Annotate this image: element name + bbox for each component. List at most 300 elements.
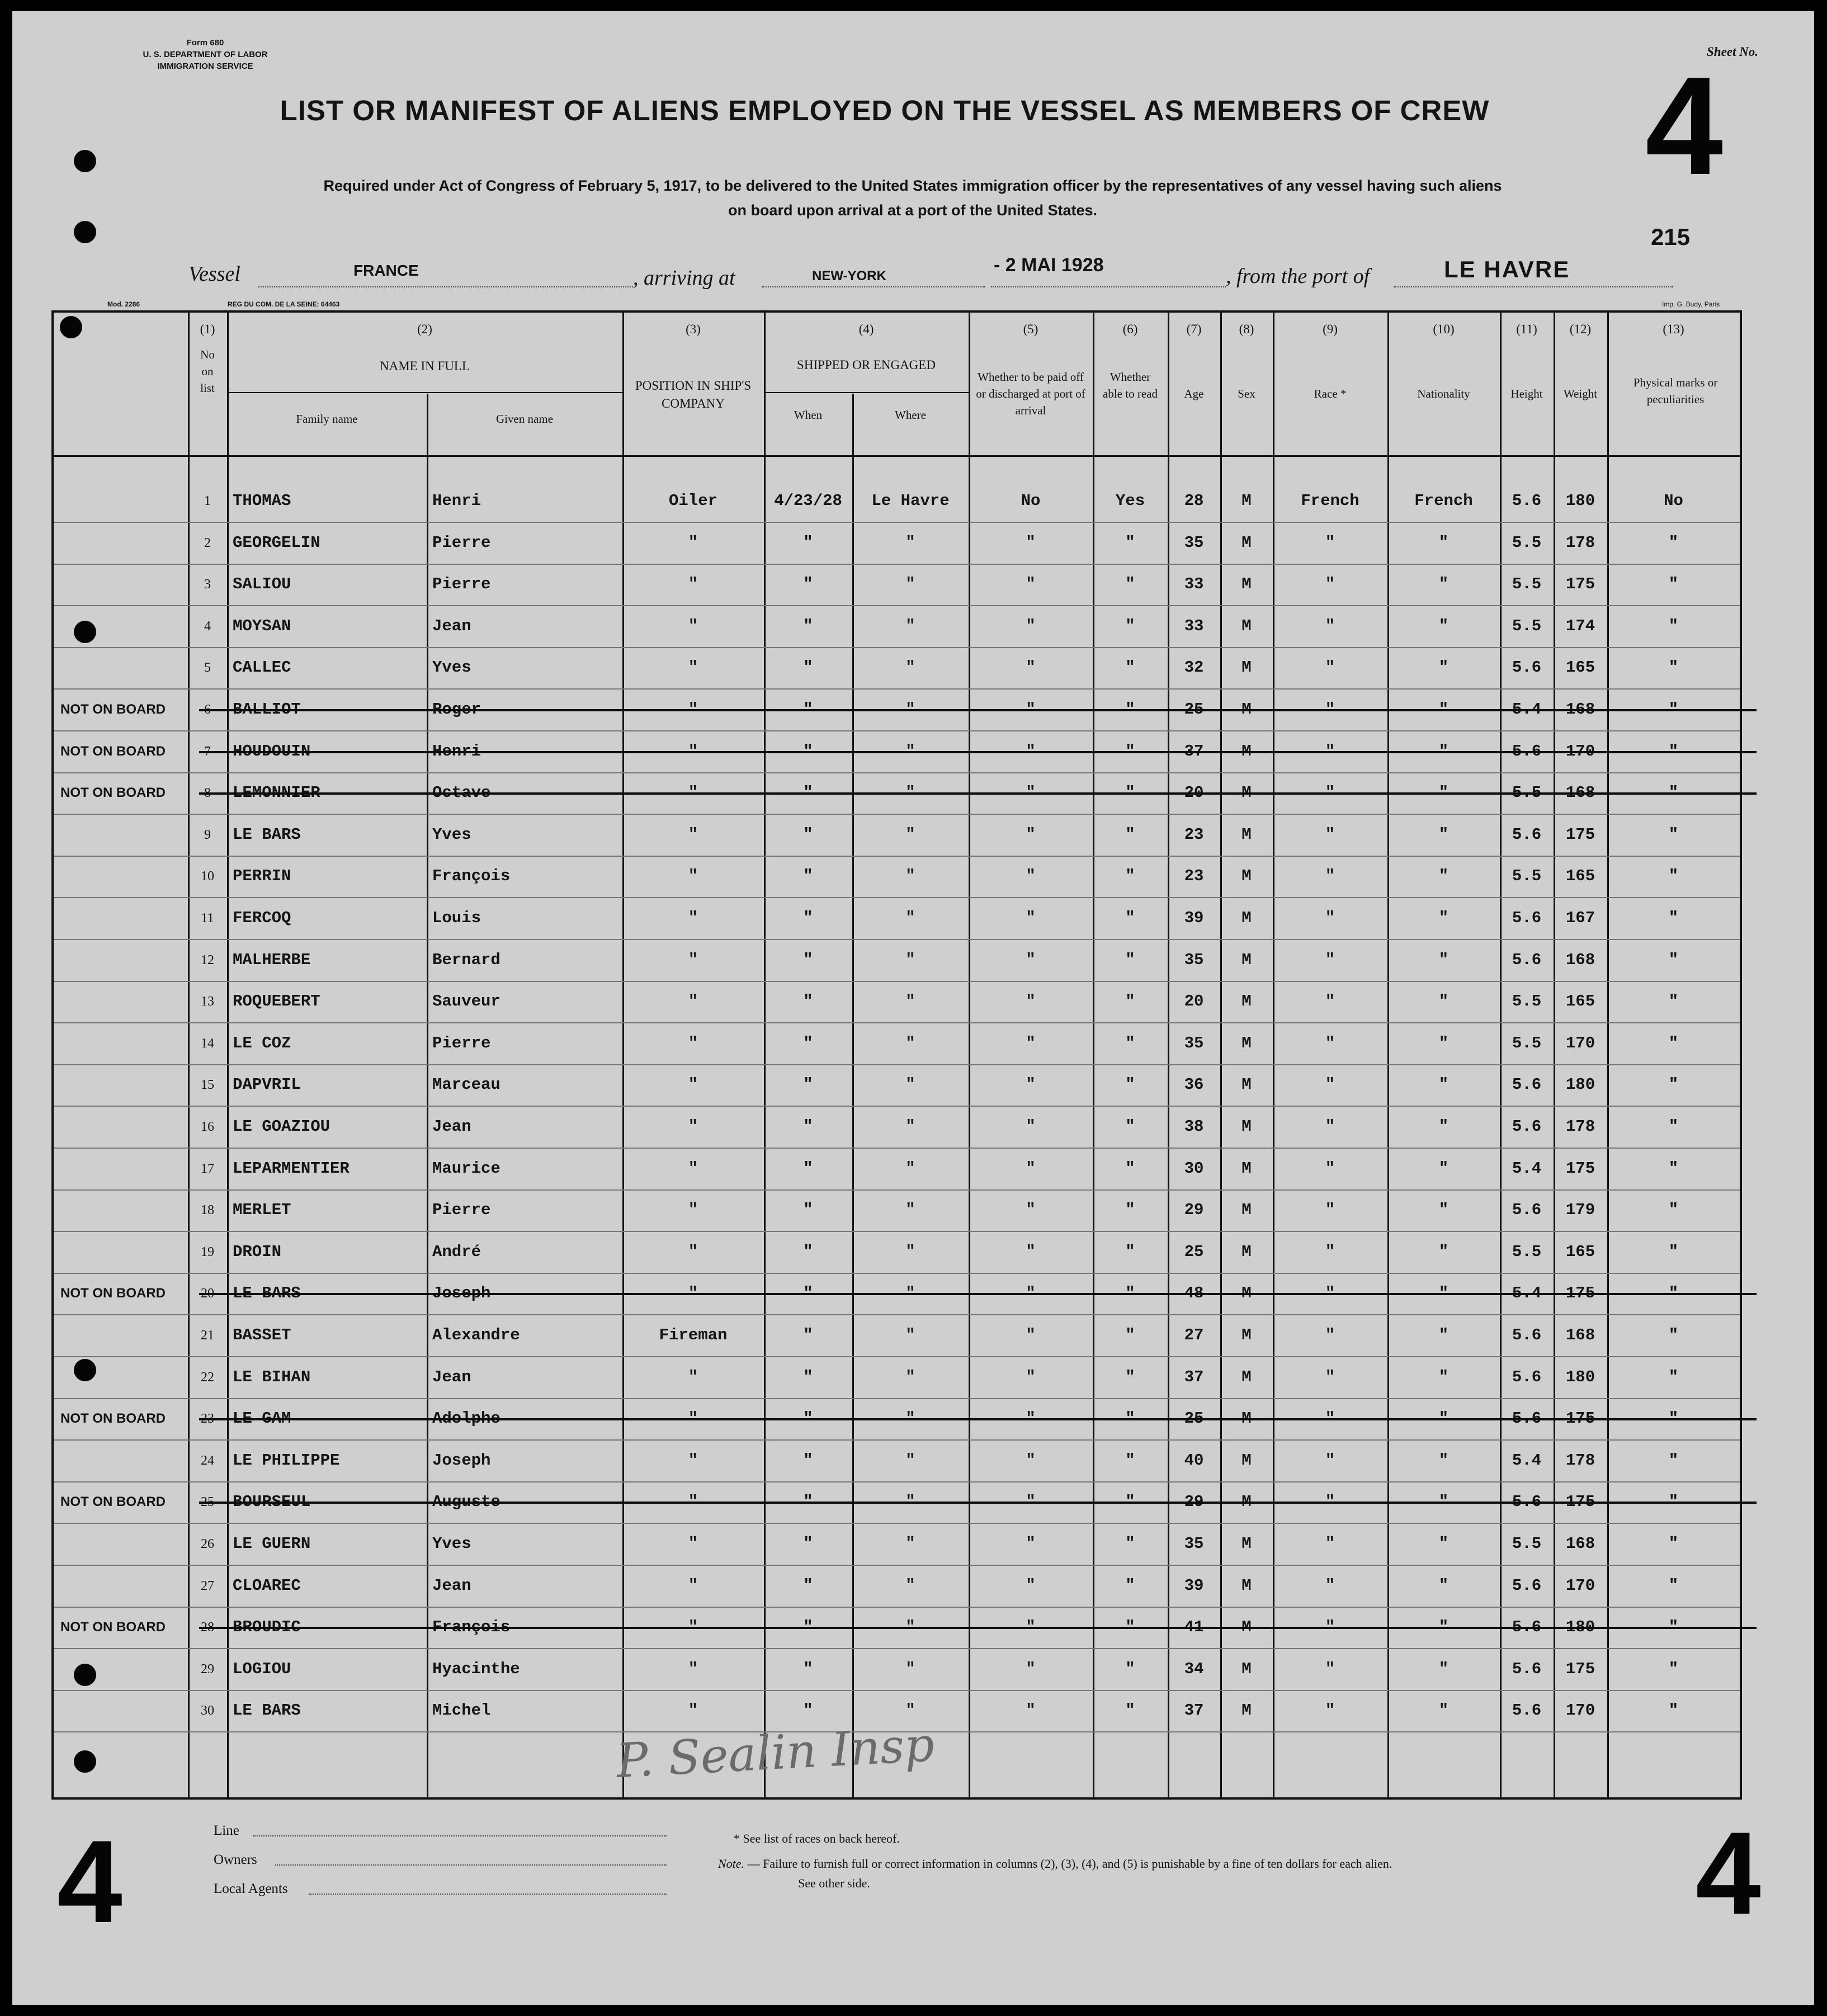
position-cell: " (688, 616, 698, 635)
age-cell: 33 (1184, 575, 1204, 594)
physical-marks-cell: " (1668, 1326, 1679, 1344)
race-cell: " (1325, 1075, 1335, 1094)
row-number-cell: 10 (201, 869, 214, 884)
family-name-cell: LEPARMENTIER (233, 1159, 350, 1178)
age-cell: 35 (1184, 533, 1204, 552)
physical-marks-cell: " (1668, 616, 1679, 635)
shipped-where-cell: " (905, 1075, 915, 1094)
height-cell: 5.6 (1512, 1201, 1542, 1220)
nationality-cell: " (1438, 992, 1449, 1011)
physical-marks-cell: " (1668, 1242, 1679, 1261)
height-cell: 5.6 (1512, 1075, 1542, 1094)
position-cell: " (688, 909, 698, 927)
weight-cell: 168 (1565, 1326, 1595, 1344)
height-cell: 5.6 (1512, 1367, 1542, 1386)
height-cell: 5.6 (1512, 1409, 1542, 1428)
nationality-cell: " (1438, 1075, 1449, 1094)
header-col13-number: (13) (1663, 322, 1684, 336)
nationality-cell: " (1438, 1493, 1449, 1512)
able-to-read-cell: " (1125, 1576, 1135, 1595)
subtitle-line-1: Required under Act of Congress of February 5, 1917, to be delivered to the United States immigration officer by the representatives of any vessel having such aliens (323, 177, 1502, 194)
weight-cell: 178 (1565, 1117, 1595, 1136)
sex-cell: M (1241, 867, 1252, 886)
shipped-where-cell: " (905, 1033, 915, 1052)
nationality-cell: " (1438, 658, 1449, 677)
age-cell: 36 (1184, 1075, 1204, 1094)
form-number: Form 680 (186, 38, 224, 48)
header-age: Age (1184, 387, 1204, 400)
sex-cell: M (1241, 1367, 1252, 1386)
from-port-underline (1394, 286, 1673, 287)
age-cell: 37 (1184, 742, 1204, 761)
race-cell: " (1325, 1033, 1335, 1052)
race-cell: " (1325, 783, 1335, 802)
weight-cell: 180 (1565, 1075, 1595, 1094)
row-number-cell: 30 (201, 1703, 214, 1718)
nationality-cell: " (1438, 1659, 1449, 1678)
subtitle-line-2: on board upon arrival at a port of the United States. (728, 202, 1098, 219)
sex-cell: M (1241, 1033, 1252, 1052)
shipped-where-cell: " (905, 533, 915, 552)
physical-marks-cell: " (1668, 1201, 1679, 1220)
table-row (54, 1565, 1740, 1608)
sex-cell: M (1241, 1159, 1252, 1178)
weight-cell: 178 (1565, 1451, 1595, 1470)
header-race: Race * (1314, 387, 1347, 400)
position-cell: " (688, 825, 698, 844)
line-underline (253, 1835, 667, 1836)
paid-off-cell: " (1026, 1367, 1036, 1386)
age-cell: 35 (1184, 950, 1204, 969)
shipped-where-cell: " (905, 700, 915, 719)
department-name: U. S. DEPARTMENT OF LABOR (143, 50, 268, 59)
shipped-when-cell: " (803, 783, 813, 802)
age-cell: 30 (1184, 1159, 1204, 1178)
subheader-rule (764, 392, 969, 393)
given-name-cell: Louis (432, 909, 481, 927)
family-name-cell: MOYSAN (233, 616, 291, 635)
paid-off-cell: " (1026, 1535, 1036, 1553)
height-cell: 5.6 (1512, 950, 1542, 969)
arriving-underline (762, 286, 985, 287)
sex-cell: M (1241, 1117, 1252, 1136)
paid-off-cell: " (1026, 1075, 1036, 1094)
able-to-read-cell: " (1125, 867, 1135, 886)
given-name-cell: Jean (432, 1576, 471, 1595)
race-cell: " (1325, 1701, 1335, 1720)
shipped-where-cell: " (905, 1201, 915, 1220)
given-name-cell: Auguste (432, 1493, 501, 1512)
sheet-label: Sheet No. (1707, 45, 1758, 59)
family-name-cell: BOURSEUL (233, 1493, 311, 1512)
shipped-when-cell: " (803, 1159, 813, 1178)
given-name-cell: Bernard (432, 950, 501, 969)
given-name-cell: Pierre (432, 575, 491, 594)
header-col5-label: Whether to be paid off or discharged at port of arrival (976, 370, 1085, 417)
position-cell: " (688, 1535, 698, 1553)
sex-cell: M (1241, 1576, 1252, 1595)
header-col7-number: (7) (1186, 322, 1202, 336)
weight-cell: 168 (1565, 1535, 1595, 1553)
family-name-cell: FERCOQ (233, 909, 291, 927)
physical-marks-cell: " (1668, 1701, 1679, 1720)
physical-marks-cell: " (1668, 533, 1679, 552)
position-cell: " (688, 1576, 698, 1595)
position-cell: " (688, 700, 698, 719)
nationality-cell: " (1438, 1367, 1449, 1386)
able-to-read-cell: " (1125, 1701, 1135, 1720)
position-cell: " (688, 1284, 698, 1303)
family-name-cell: LE COZ (233, 1033, 291, 1052)
header-col10-number: (10) (1433, 322, 1455, 336)
height-cell: 5.6 (1512, 492, 1542, 510)
header-where: Where (895, 408, 926, 422)
given-name-cell: Joseph (432, 1284, 491, 1303)
crew-table (51, 310, 1742, 1800)
position-cell: Fireman (659, 1326, 728, 1344)
shipped-when-cell: " (803, 1117, 813, 1136)
position-cell: Oiler (668, 492, 717, 510)
race-cell: " (1325, 575, 1335, 594)
table-row (54, 939, 1740, 982)
shipped-where-cell: Le Havre (871, 492, 950, 510)
shipped-where-cell: " (905, 1284, 915, 1303)
shipped-where-cell: " (905, 575, 915, 594)
nationality-cell: " (1438, 1451, 1449, 1470)
family-name-cell: MERLET (233, 1201, 291, 1220)
table-row (54, 1231, 1740, 1274)
physical-marks-cell: " (1668, 1075, 1679, 1094)
able-to-read-cell: " (1125, 783, 1135, 802)
header-col6-number: (6) (1122, 322, 1138, 336)
race-cell: " (1325, 950, 1335, 969)
header-physical-marks: Physical marks or peculiarities (1633, 376, 1718, 406)
shipped-where-cell: " (905, 992, 915, 1011)
height-cell: 5.6 (1512, 1659, 1542, 1678)
weight-cell: 175 (1565, 1409, 1595, 1428)
table-row (54, 564, 1740, 606)
shipped-where-cell: " (905, 1493, 915, 1512)
family-name-cell: LE BARS (233, 1701, 301, 1720)
given-name-cell: Roger (432, 700, 481, 719)
shipped-where-cell: " (905, 1659, 915, 1678)
family-name-cell: PERRIN (233, 867, 291, 886)
given-name-cell: Henri (432, 742, 481, 761)
family-name-cell: LE BARS (233, 825, 301, 844)
weight-cell: 170 (1565, 1576, 1595, 1595)
height-cell: 5.5 (1512, 992, 1542, 1011)
sex-cell: M (1241, 700, 1252, 719)
physical-marks-cell: " (1668, 1493, 1679, 1512)
header-nationality: Nationality (1417, 387, 1470, 400)
position-cell: " (688, 1033, 698, 1052)
inspector-signature: P. Sealin Insp (615, 1717, 936, 1788)
race-cell: " (1325, 1201, 1335, 1220)
height-cell: 5.4 (1512, 700, 1542, 719)
shipped-when-cell: " (803, 1326, 813, 1344)
family-name-cell: DROIN (233, 1242, 282, 1261)
given-name-cell: François (432, 1618, 511, 1637)
able-to-read-cell: " (1125, 700, 1135, 719)
able-to-read-cell: " (1125, 1659, 1135, 1678)
able-to-read-cell: " (1125, 1451, 1135, 1470)
mod-number: Mod. 2286 (107, 300, 140, 308)
age-cell: 25 (1184, 700, 1204, 719)
nationality-cell: " (1438, 867, 1449, 886)
height-cell: 5.5 (1512, 616, 1542, 635)
local-agents-label: Local Agents (214, 1881, 288, 1896)
row-number-cell: 14 (201, 1036, 214, 1051)
shipped-where-cell: " (905, 1117, 915, 1136)
nationality-cell: " (1438, 1284, 1449, 1303)
header-given-name: Given name (495, 412, 554, 426)
race-cell: " (1325, 533, 1335, 552)
given-name-cell: Jean (432, 616, 471, 635)
physical-marks-cell: No (1664, 492, 1683, 510)
age-cell: 20 (1184, 992, 1204, 1011)
weight-cell: 168 (1565, 700, 1595, 719)
height-cell: 5.5 (1512, 1535, 1542, 1553)
header-family-name: Family name (296, 412, 358, 426)
shipped-when-cell: " (803, 1367, 813, 1386)
paid-off-cell: " (1026, 700, 1036, 719)
row-number-cell: 18 (201, 1203, 214, 1218)
owners-underline (275, 1864, 667, 1866)
weight-cell: 180 (1565, 1618, 1595, 1637)
height-cell: 5.6 (1512, 825, 1542, 844)
weight-cell: 168 (1565, 783, 1595, 802)
arrival-date: - 2 MAI 1928 (994, 254, 1104, 276)
age-cell: 32 (1184, 658, 1204, 677)
shipped-when-cell: " (803, 1618, 813, 1637)
form-identifier (113, 37, 298, 72)
header-col12-number: (12) (1569, 322, 1592, 336)
age-cell: 37 (1184, 1367, 1204, 1386)
table-row (54, 1273, 1740, 1315)
position-cell: " (688, 1451, 698, 1470)
paid-off-cell: " (1026, 909, 1036, 927)
see-other-side: See other side. (798, 1876, 870, 1890)
strikethrough-line (199, 1627, 1757, 1629)
row-number-cell: 16 (201, 1120, 214, 1134)
header-col11-number: (11) (1516, 322, 1537, 336)
arriving-label: , arriving at (633, 266, 735, 290)
subheader-rule (227, 392, 622, 393)
race-cell: " (1325, 992, 1335, 1011)
note-text: — Failure to furnish full or correct information in columns (2), (3), (4), and (5) is punishable by a fine of ten dollars for each alien. (747, 1857, 1392, 1871)
given-name-cell: Yves (432, 658, 471, 677)
family-name-cell: GEORGELIN (233, 533, 320, 552)
able-to-read-cell: " (1125, 1242, 1135, 1261)
shipped-when-cell: " (803, 1659, 813, 1678)
able-to-read-cell: " (1125, 909, 1135, 927)
weight-cell: 168 (1565, 950, 1595, 969)
table-row (54, 1189, 1740, 1232)
physical-marks-cell: " (1668, 1535, 1679, 1553)
shipped-where-cell: " (905, 1576, 915, 1595)
sex-cell: M (1241, 533, 1252, 552)
nationality-cell: " (1438, 1326, 1449, 1344)
sex-cell: M (1241, 1201, 1252, 1220)
height-cell: 5.4 (1512, 1284, 1542, 1303)
shipped-where-cell: " (905, 1451, 915, 1470)
table-row (54, 1106, 1740, 1149)
position-cell: " (688, 1075, 698, 1094)
row-number-cell: 27 (201, 1578, 214, 1593)
sex-cell: M (1241, 1618, 1252, 1637)
page-title: LIST OR MANIFEST OF ALIENS EMPLOYED ON THE VESSEL AS MEMBERS OF CREW (280, 95, 1490, 126)
table-row (54, 1064, 1740, 1107)
paid-off-cell: " (1026, 1451, 1036, 1470)
row-number-cell: 12 (201, 952, 214, 967)
service-name: IMMIGRATION SERVICE (157, 62, 253, 71)
age-cell: 25 (1184, 1409, 1204, 1428)
header-col4-label: SHIPPED OR ENGAGED (797, 358, 936, 372)
family-name-cell: BALLIOT (233, 700, 301, 719)
table-row (54, 1398, 1740, 1441)
height-cell: 5.6 (1512, 1576, 1542, 1595)
height-cell: 5.6 (1512, 1701, 1542, 1720)
able-to-read-cell: " (1125, 575, 1135, 594)
header-col8-number: (8) (1239, 322, 1254, 336)
height-cell: 5.4 (1512, 1451, 1542, 1470)
header-when: When (794, 408, 823, 422)
physical-marks-cell: " (1668, 909, 1679, 927)
height-cell: 5.5 (1512, 783, 1542, 802)
row-number-cell: 9 (204, 827, 211, 842)
sex-cell: M (1241, 575, 1252, 594)
paid-off-cell: " (1026, 1033, 1036, 1052)
shipped-when-cell: " (803, 1284, 813, 1303)
shipped-when-cell: " (803, 742, 813, 761)
position-cell: " (688, 1159, 698, 1178)
sex-cell: M (1241, 909, 1252, 927)
shipped-when-cell: " (803, 909, 813, 927)
position-cell: " (688, 867, 698, 886)
shipped-when-cell: " (803, 1201, 813, 1220)
position-cell: " (688, 1493, 698, 1512)
race-cell: " (1325, 867, 1335, 886)
family-name-cell: LE GOAZIOU (233, 1117, 331, 1136)
strikethrough-line (199, 1293, 1757, 1295)
sex-cell: M (1241, 1659, 1252, 1678)
family-name-cell: BROUDIC (233, 1618, 301, 1637)
paid-off-cell: " (1026, 1159, 1036, 1178)
shipped-when-cell: 4/23/28 (774, 492, 842, 510)
weight-cell: 175 (1565, 575, 1595, 594)
paid-off-cell: " (1026, 1618, 1036, 1637)
family-name-cell: LE BARS (233, 1284, 301, 1303)
agents-underline (309, 1894, 667, 1895)
not-on-board-stamp: NOT ON BOARD (60, 1494, 166, 1510)
shipped-where-cell: " (905, 1409, 915, 1428)
family-name-cell: MALHERBE (233, 950, 311, 969)
header-col1-number: (1) (200, 322, 215, 336)
row-number-cell: 21 (201, 1328, 214, 1343)
sheet-number-handwritten: 4 (1645, 48, 1724, 204)
header-col5-number: (5) (1023, 322, 1038, 336)
date-underline (991, 286, 1226, 287)
table-row (54, 898, 1740, 940)
able-to-read-cell: " (1125, 616, 1135, 635)
sex-cell: M (1241, 492, 1252, 510)
paid-off-cell: " (1026, 825, 1036, 844)
age-cell: 23 (1184, 867, 1204, 886)
physical-marks-cell: " (1668, 825, 1679, 844)
table-row (54, 1023, 1740, 1065)
able-to-read-cell: " (1125, 1326, 1135, 1344)
race-cell: " (1325, 1535, 1335, 1553)
row-number-cell: 5 (204, 660, 211, 676)
paid-off-cell: " (1026, 1242, 1036, 1261)
weight-cell: 165 (1565, 992, 1595, 1011)
able-to-read-cell: " (1125, 1117, 1135, 1136)
paid-off-cell: " (1026, 1326, 1036, 1344)
header-sex: Sex (1238, 387, 1255, 400)
race-cell: " (1325, 1367, 1335, 1386)
sheet-number-bottom-left: 4 (57, 1816, 122, 1947)
weight-cell: 170 (1565, 1701, 1595, 1720)
row-number-cell: 2 (204, 535, 211, 550)
header-col2-number: (2) (417, 322, 432, 336)
family-name-cell: LE BIHAN (233, 1367, 311, 1386)
weight-cell: 175 (1565, 1493, 1595, 1512)
physical-marks-cell: " (1668, 1451, 1679, 1470)
shipped-when-cell: " (803, 1701, 813, 1720)
header-col3-label: POSITION IN SHIP'S COMPANY (635, 379, 752, 410)
given-name-cell: Octave (432, 783, 491, 802)
nationality-cell: " (1438, 1033, 1449, 1052)
able-to-read-cell: " (1125, 825, 1135, 844)
able-to-read-cell: Yes (1115, 492, 1145, 510)
table-row (54, 1481, 1740, 1524)
race-cell: " (1325, 1409, 1335, 1428)
shipped-where-cell: " (905, 1701, 915, 1720)
position-cell: " (688, 1367, 698, 1386)
shipped-when-cell: " (803, 1451, 813, 1470)
paid-off-cell: " (1026, 1659, 1036, 1678)
family-name-cell: DAPVRIL (233, 1075, 301, 1094)
paid-off-cell: " (1026, 533, 1036, 552)
table-row (54, 981, 1740, 1023)
given-name-cell: Jean (432, 1367, 471, 1386)
vessel-name: FRANCE (353, 262, 419, 279)
able-to-read-cell: " (1125, 1493, 1135, 1512)
paid-off-cell: " (1026, 867, 1036, 886)
family-name-cell: CALLEC (233, 658, 291, 677)
shipped-when-cell: " (803, 1033, 813, 1052)
manifest-page (12, 11, 1814, 2005)
height-cell: 5.6 (1512, 909, 1542, 927)
given-name-cell: Joseph (432, 1451, 491, 1470)
able-to-read-cell: " (1125, 1409, 1135, 1428)
shipped-when-cell: " (803, 1242, 813, 1261)
family-name-cell: LE GUERN (233, 1535, 311, 1553)
family-name-cell: HOUDOUIN (233, 742, 311, 761)
shipped-where-cell: " (905, 783, 915, 802)
from-port-label: , from the port of (1226, 265, 1370, 288)
not-on-board-stamp: NOT ON BOARD (60, 785, 166, 801)
physical-marks-cell: " (1668, 575, 1679, 594)
sex-cell: M (1241, 992, 1252, 1011)
shipped-where-cell: " (905, 1159, 915, 1178)
race-cell: " (1325, 1451, 1335, 1470)
weight-cell: 174 (1565, 616, 1595, 635)
sex-cell: M (1241, 1326, 1252, 1344)
family-name-cell: LEMONNIER (233, 783, 320, 802)
paid-off-cell: " (1026, 1201, 1036, 1220)
physical-marks-cell: " (1668, 867, 1679, 886)
